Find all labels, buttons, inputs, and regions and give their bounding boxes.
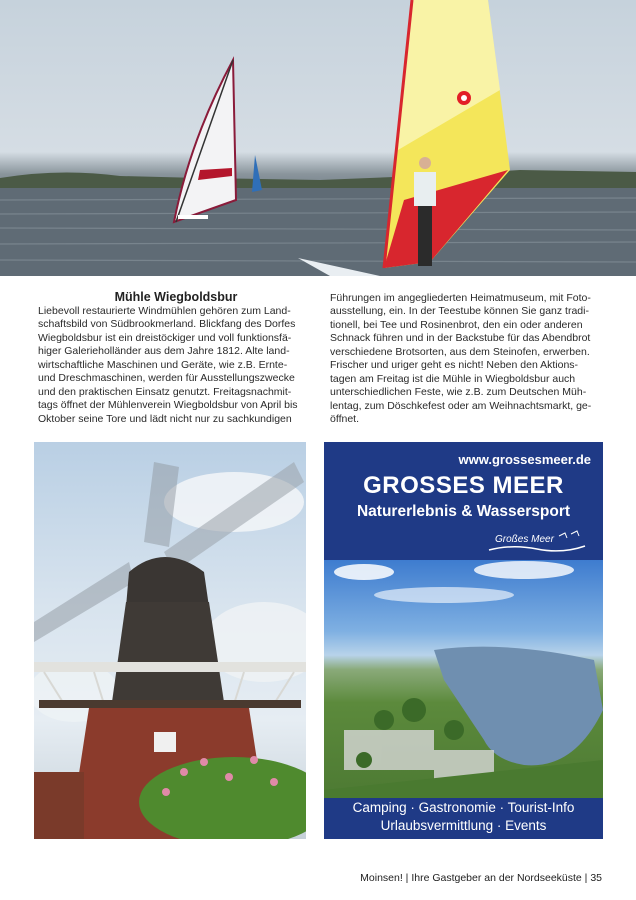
ad-url[interactable]: www.grossesmeer.de	[458, 452, 591, 467]
lake-aerial-photo	[324, 560, 603, 798]
text-line: tags öffnet der Mühlenverein Wiegboldsbur von April bis	[38, 399, 298, 412]
windmill-photo	[34, 442, 306, 839]
grosses-meer-logo	[487, 530, 589, 554]
article-title: Mühle Wiegboldsbur	[114, 290, 238, 304]
ad-subtitle: Naturerlebnis & Wassersport	[356, 503, 571, 520]
text-line: Frischer und uriger geht es nicht! Neben den Aktions-	[330, 359, 579, 372]
text-line: Oktober seine Tore und lädt nicht nur zu sachkundigen	[38, 412, 292, 425]
page-footer: Moinsen! | Ihre Gastgeber an der Nordseeküste | 35	[360, 872, 602, 884]
text-line: lentag, zum Döschkefest oder am Weihnachtsmarkt, ge-	[330, 399, 592, 412]
text-line: tagen am Freitag ist die Mühle in Wiegboldsbur auch	[330, 372, 576, 385]
text-line: wirtschaftliche Maschinen und Geräte, wie z.B. Ernte-	[38, 358, 288, 371]
text-line: unterschiedlichen Feste, wie z.B. zum Deutschen Müh-	[330, 386, 587, 399]
text-line: higer Galerieholländer aus dem Jahre 1812. Alte land-	[38, 345, 290, 358]
ad-title: GROSSES MEER	[363, 472, 564, 499]
text-line: verschiedene Brotsorten, aus dem Steinofen, erwerben.	[330, 345, 590, 358]
text-line: Liebevoll restaurierte Windmühlen gehören zum Land-	[38, 305, 291, 317]
text-line: und Dreschmaschinen, werden für Ausstellungszwecke	[38, 372, 295, 385]
services-line-2: Urlaubsvermittlung · Events	[380, 818, 547, 833]
windsurfing-photo	[0, 0, 636, 276]
text-line: öffnet.	[330, 413, 359, 426]
services-line-1: Camping · Gastronomie · Tourist-Info	[352, 800, 575, 815]
text-line: schaftsbild von Südbrookmerland. Blickfang des Dorfes	[38, 318, 296, 331]
article-text-left	[38, 305, 314, 426]
logo-text: Großes Meer	[495, 534, 554, 545]
text-line: ausstellung, ein. In der Teestube können Sie ganz tradi-	[330, 305, 589, 318]
text-line: tionell, bei Tee und Rosinenbrot, den ein oder anderen	[330, 318, 583, 331]
article-text-right	[330, 292, 600, 427]
ad-services	[324, 799, 603, 835]
text-line: Führungen im angegliederten Heimatmuseum, mit Foto-	[330, 292, 591, 304]
text-line: Schnack führen und in der Backstube für das Abendbrot	[330, 332, 591, 345]
text-line: und den praktischen Einsatz genutzt. Freitagsnachmit-	[38, 385, 292, 398]
grosses-meer-ad[interactable]	[324, 442, 603, 839]
wave-logo-icon	[487, 530, 589, 554]
text-line: Wiegboldsbur ist ein dreistöckiger und voll funktionsfä-	[38, 331, 292, 344]
